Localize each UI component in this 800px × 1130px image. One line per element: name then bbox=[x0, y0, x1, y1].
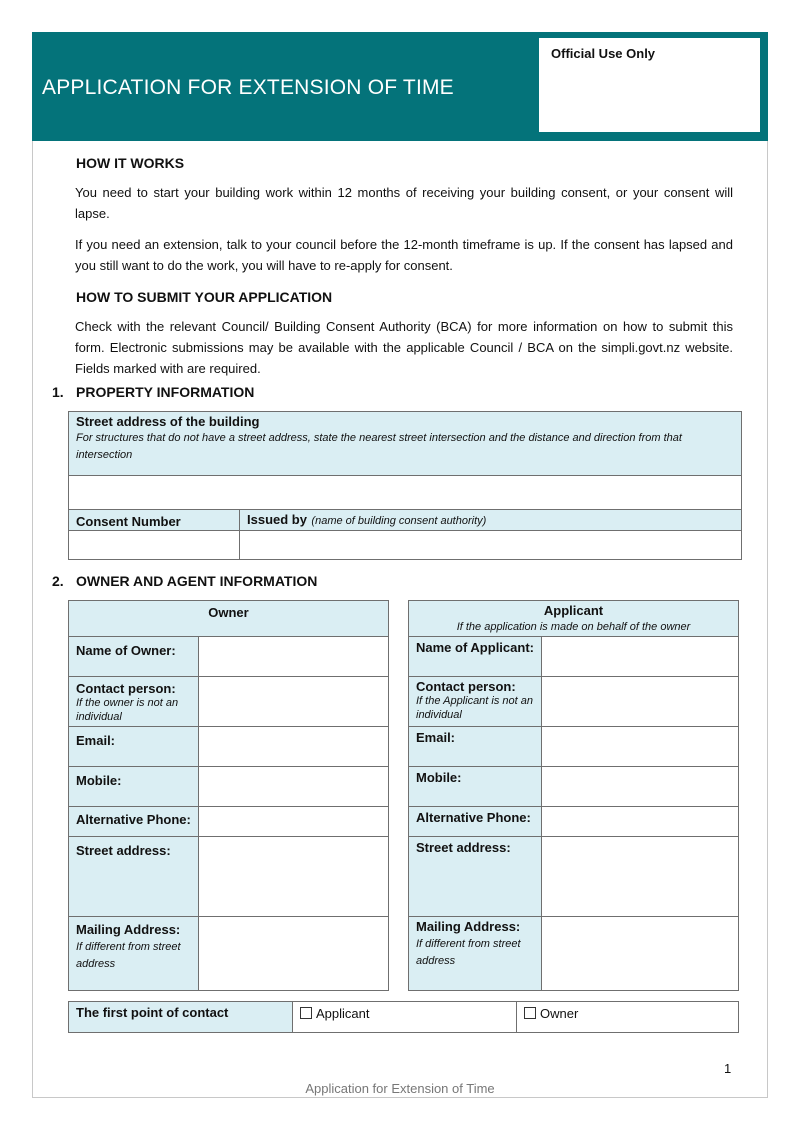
first-contact-label-cell bbox=[68, 1001, 293, 1033]
owner-email-label: Email: bbox=[76, 733, 116, 748]
consent-number-input[interactable] bbox=[68, 530, 240, 560]
applicant-street-label: Street address: bbox=[416, 840, 511, 855]
street-address-hint: For structures that do not have a street address, state the nearest street intersection and the distance and direction from that intersection bbox=[76, 432, 682, 461]
applicant-checkbox[interactable] bbox=[300, 1007, 312, 1019]
how-it-works-paragraph-1: You need to start your building work within 12 months of receiving your building consent, or your consent will lapse. bbox=[75, 185, 733, 221]
how-to-submit-paragraph: Check with the relevant Council/ Building Consent Authority (BCA) for more information on how to submit this form. Electronic submissions may be available with the applicable Council / BCA on the simpli.govt.nz website. Fields marked with are required. bbox=[75, 319, 733, 376]
official-use-label: Official Use Only bbox=[551, 46, 656, 61]
owner-email-input[interactable] bbox=[198, 726, 389, 767]
first-contact-label: The first point of contact bbox=[76, 1005, 229, 1020]
first-contact-owner-option[interactable] bbox=[516, 1001, 739, 1033]
applicant-name-label: Name of Applicant: bbox=[416, 640, 534, 655]
owner-option-label: Owner bbox=[540, 1006, 579, 1021]
owner-contact-hint: If the owner is not an individual bbox=[76, 697, 179, 723]
footer-title: Application for Extension of Time bbox=[305, 1081, 495, 1096]
owner-name-label-cell bbox=[68, 636, 199, 677]
applicant-mailing-label: Mailing Address: bbox=[416, 919, 521, 934]
owner-street-input[interactable] bbox=[198, 836, 389, 917]
page-number: 1 bbox=[724, 1061, 732, 1076]
applicant-street-input[interactable] bbox=[541, 836, 739, 917]
owner-name-label: Name of Owner: bbox=[76, 643, 176, 658]
applicant-mailing-input[interactable] bbox=[541, 916, 739, 991]
street-address-header-cell bbox=[68, 411, 742, 476]
applicant-mobile-label: Mobile: bbox=[416, 770, 462, 785]
applicant-contact-label: Contact person: bbox=[416, 679, 516, 694]
owner-alt-phone-label-cell bbox=[68, 806, 199, 837]
form-title: APPLICATION FOR EXTENSION OF TIME bbox=[42, 76, 454, 99]
owner-street-label-cell bbox=[68, 836, 199, 917]
how-to-submit-heading: HOW TO SUBMIT YOUR APPLICATION bbox=[76, 289, 333, 305]
owner-street-label: Street address: bbox=[76, 843, 171, 858]
issued-by-header-cell bbox=[239, 509, 742, 531]
applicant-alt-phone-input[interactable] bbox=[541, 806, 739, 837]
section-1-number: 1. bbox=[52, 384, 64, 400]
owner-email-label-cell bbox=[68, 726, 199, 767]
issued-by-label: Issued by bbox=[247, 512, 307, 527]
owner-alt-phone-input[interactable] bbox=[198, 806, 389, 837]
owner-contact-label-cell bbox=[68, 676, 199, 727]
applicant-option-label: Applicant bbox=[316, 1006, 370, 1021]
header-banner bbox=[32, 32, 768, 141]
applicant-header-label: Applicant bbox=[543, 603, 604, 618]
owner-checkbox[interactable] bbox=[524, 1007, 536, 1019]
applicant-email-label: Email: bbox=[416, 730, 456, 745]
applicant-contact-input[interactable] bbox=[541, 676, 739, 727]
section-1-heading: PROPERTY INFORMATION bbox=[76, 384, 255, 400]
applicant-email-label-cell bbox=[408, 726, 542, 767]
owner-mobile-label: Mobile: bbox=[76, 773, 122, 788]
applicant-contact-hint: If the Applicant is not an individual bbox=[416, 695, 533, 721]
street-address-label: Street address of the building bbox=[76, 414, 260, 429]
owner-name-input[interactable] bbox=[198, 636, 389, 677]
applicant-name-input[interactable] bbox=[541, 636, 739, 677]
applicant-name-label-cell bbox=[408, 636, 542, 677]
applicant-contact-label-cell bbox=[408, 676, 542, 727]
owner-alt-phone-label: Alternative Phone: bbox=[76, 812, 191, 827]
applicant-email-input[interactable] bbox=[541, 726, 739, 767]
owner-mailing-input[interactable] bbox=[198, 916, 389, 991]
section-2-heading: OWNER AND AGENT INFORMATION bbox=[76, 573, 318, 589]
consent-number-header-cell bbox=[68, 509, 240, 531]
applicant-mailing-hint: If different from street address bbox=[416, 938, 521, 967]
applicant-mobile-input[interactable] bbox=[541, 766, 739, 807]
applicant-mobile-label-cell bbox=[408, 766, 542, 807]
applicant-mailing-label-cell bbox=[408, 916, 542, 991]
owner-mobile-input[interactable] bbox=[198, 766, 389, 807]
applicant-header-hint: If the application is made on behalf of the owner bbox=[456, 621, 691, 633]
owner-mailing-hint: If different from street address bbox=[76, 941, 181, 970]
owner-mailing-label-cell bbox=[68, 916, 199, 991]
owner-contact-input[interactable] bbox=[198, 676, 389, 727]
owner-contact-label: Contact person: bbox=[76, 681, 176, 696]
issued-by-hint: (name of building consent authority) bbox=[311, 515, 487, 527]
first-contact-applicant-option[interactable] bbox=[292, 1001, 517, 1033]
applicant-table-header bbox=[408, 600, 739, 637]
official-use-box bbox=[538, 37, 761, 133]
consent-number-label: Consent Number bbox=[76, 514, 181, 529]
owner-mailing-label: Mailing Address: bbox=[76, 922, 181, 937]
section-2-number: 2. bbox=[52, 573, 64, 589]
applicant-alt-phone-label-cell bbox=[408, 806, 542, 837]
street-address-input[interactable] bbox=[68, 475, 742, 510]
owner-mobile-label-cell bbox=[68, 766, 199, 807]
applicant-street-label-cell bbox=[408, 836, 542, 917]
issued-by-input[interactable] bbox=[239, 530, 742, 560]
how-it-works-paragraph-2: If you need an extension, talk to your council before the 12-month timeframe is up. If the consent has lapsed and you still want to do the work, you will have to re-apply for consent. bbox=[75, 237, 733, 273]
owner-header-label: Owner bbox=[208, 605, 249, 620]
owner-table-header bbox=[68, 600, 389, 637]
how-it-works-heading: HOW IT WORKS bbox=[76, 155, 185, 171]
applicant-alt-phone-label: Alternative Phone: bbox=[416, 810, 531, 825]
